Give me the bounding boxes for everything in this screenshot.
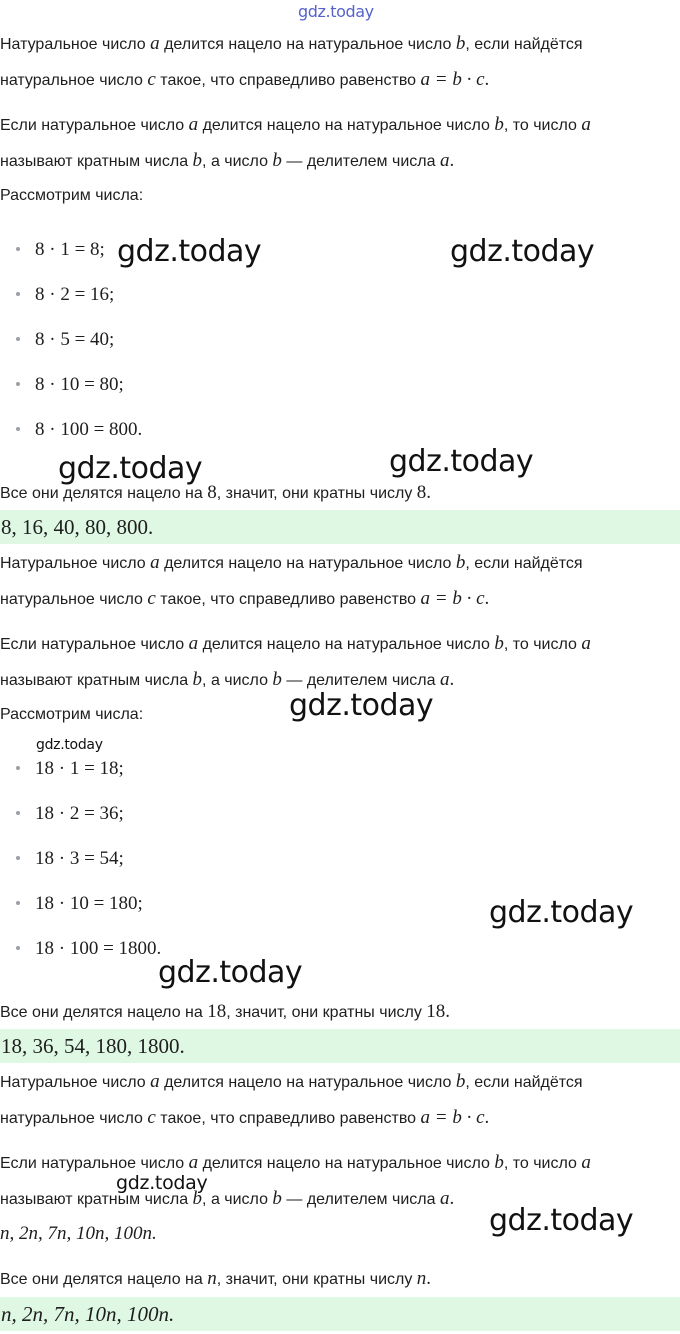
conclusion-line: Все они делятся нацело на 8, значит, они кратны числу 8. [0,482,432,503]
bullet-icon [16,337,20,341]
list-item: 18 · 1 = 18; [16,757,124,782]
conclusion-line: Все они делятся нацело на 18, значит, они кратны числу 18. [0,1001,451,1022]
watermark: gdz.today [117,234,262,269]
consider-label: Рассмотрим числа: [0,706,144,723]
bullet-icon [16,856,20,860]
conclusion-line: Все они делятся нацело на n, значит, они кратны числу n. [0,1268,432,1289]
list-item: 18 · 100 = 1800. [16,937,161,962]
list-item: 8 · 5 = 40; [16,328,114,353]
answer-box: 18, 36, 54, 180, 1800. [0,1029,680,1063]
bullet-icon [16,292,20,296]
watermark: gdz.today [389,444,534,479]
watermark: gdz.today [116,1172,208,1194]
definition-line-4: называют кратным числа b, а число b — делителем числа a. [0,150,455,171]
definition-line-2: натуральное число c такое, что справедливо равенство a = b · c. [0,588,490,609]
definition-line-3: Если натуральное число a делится нацело на натуральное число b, то число a [0,114,591,135]
watermark: gdz.today [289,688,434,723]
consider-label: Рассмотрим числа: [0,187,144,204]
definition-line-2: натуральное число c такое, что справедливо равенство a = b · c. [0,1107,490,1128]
list-item: 8 · 2 = 16; [16,283,114,308]
definition-line-1: Натуральное число a делится нацело на натуральное число b, если найдётся [0,1071,583,1092]
definition-line-1: Натуральное число a делится нацело на натуральное число b, если найдётся [0,552,583,573]
definition-line-4: называют кратным числа b, а число b — делителем числа a. [0,1188,455,1209]
list-item: 8 · 10 = 80; [16,373,124,398]
list-item: 8 · 100 = 800. [16,418,142,443]
watermark: gdz.today [58,451,203,486]
bullet-icon [16,901,20,905]
bullet-icon [16,382,20,386]
list-item: 18 · 10 = 180; [16,892,143,917]
definition-line-3: Если натуральное число a делится нацело на натуральное число b, то число a [0,1152,591,1173]
bullet-icon [16,247,20,251]
bullet-icon [16,946,20,950]
bullet-icon [16,811,20,815]
watermark: gdz.today [489,1203,634,1238]
answer-box: n, 2n, 7n, 10n, 100n. [0,1297,680,1331]
list-item: 8 · 1 = 8; [16,238,105,263]
watermark-top: gdz.today [298,2,374,21]
watermark: gdz.today [36,737,103,753]
list-item: 18 · 2 = 36; [16,802,124,827]
watermark: gdz.today [450,234,595,269]
watermark: gdz.today [489,895,634,930]
definition-line-2: натуральное число c такое, что справедливо равенство a = b · c. [0,69,490,90]
list-item: 18 · 3 = 54; [16,847,124,872]
definition-line-4: называют кратным числа b, а число b — делителем числа a. [0,669,455,690]
definition-line-3: Если натуральное число a делится нацело на натуральное число b, то число a [0,633,591,654]
answer-box: 8, 16, 40, 80, 800. [0,510,680,544]
multiples-list: n, 2n, 7n, 10n, 100n. [0,1223,157,1244]
watermark: gdz.today [158,955,303,990]
bullet-icon [16,766,20,770]
bullet-icon [16,427,20,431]
definition-line-1: Натуральное число a делится нацело на натуральное число b, если найдётся [0,33,583,54]
